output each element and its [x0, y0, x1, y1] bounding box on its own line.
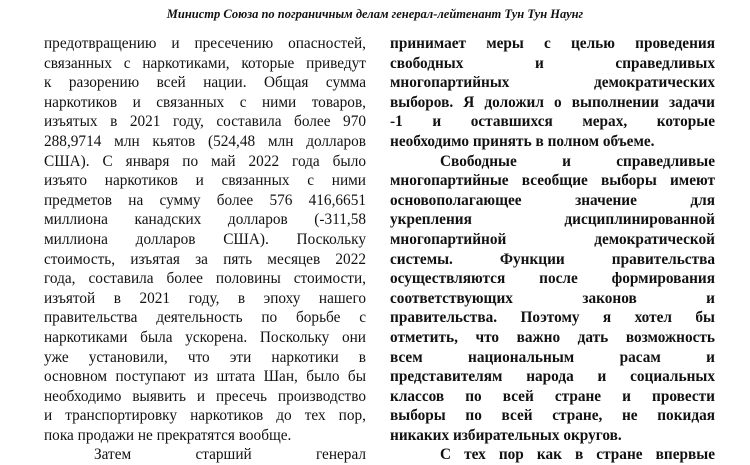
text-line: правительства деятельность по борьбе с: [44, 309, 366, 327]
text-line: свободных и справедливых: [390, 54, 715, 72]
text-line: отметить, что важно дать возможность: [390, 328, 715, 346]
text-line: предотвращению и пресечению опасностей,: [44, 35, 366, 52]
text-line: необходимо принять в полном объеме.: [390, 132, 655, 150]
text-line: основном поступают из штата Шан, было бы: [44, 368, 366, 386]
text-line: 288,9714 млн кьятов (524,48 млн долларов: [44, 132, 366, 150]
text-line: всем национальным расам и: [390, 348, 715, 366]
text-line: уже установили, что эти наркотики в: [44, 348, 366, 366]
text-line: правительства. Поэтому я хотел бы: [390, 309, 715, 327]
text-line: выборов. Я доложил о выполнении задачи: [390, 93, 715, 111]
text-line: многопартийной демократической: [390, 230, 715, 248]
text-line: к разорению всей нации. Общая сумма: [44, 74, 366, 92]
text-line: необходимо выявить и пресечь производство: [44, 387, 366, 405]
text-line: и транспортировку наркотиков до тех пор,: [44, 407, 366, 425]
text-line: принимает меры с целью проведения: [390, 35, 715, 52]
text-line: связанных с наркотиками, которые приведут: [44, 54, 366, 72]
text-line: года, составила более половины стоимости,: [44, 270, 366, 288]
text-line: США). С января по май 2022 года было: [44, 152, 366, 170]
text-line: системы. Функции правительства: [390, 250, 715, 268]
text-line: -1 и оставшихся мерах, которые: [390, 113, 715, 131]
text-line: миллиона долларов США). Поскольку: [44, 230, 366, 248]
text-line: пока продажи не прекратятся вообще.: [44, 426, 292, 444]
text-line: предметов на сумму более 576 416,6651: [44, 191, 366, 209]
text-line: многопартийные всеобщие выборы имеют: [390, 172, 715, 190]
text-line: основополагающее значение для: [390, 191, 715, 209]
page-header: Министр Союза по пограничным делам генерал-лейтенант Тун Тун Наунг: [166, 7, 584, 21]
text-line: соответствующих законов и: [390, 289, 715, 307]
text-line: изъятых в 2021 году, составила более 970: [44, 113, 366, 131]
text-line: никаких избирательных округов.: [390, 426, 622, 444]
text-line: укрепления дисциплинированной: [390, 211, 715, 229]
text-line: многопартийных демократических: [390, 74, 715, 92]
left-text-column: [44, 34, 366, 465]
text-line: наркотиков и связанных с ними товаров,: [44, 93, 366, 111]
text-line: изъятой в 2021 году, в эпоху нашего: [44, 289, 366, 307]
text-line: представителям народа и социальных: [390, 368, 715, 386]
text-line: классов по всей стране и провести: [390, 387, 715, 405]
text-line: осуществляются после формирования: [390, 270, 715, 288]
text-line: миллиона канадских долларов (-311,58: [44, 211, 366, 229]
right-text-column: [390, 34, 715, 465]
text-line: выборы по всей стране, не покидая: [390, 407, 715, 425]
text-line: Свободные и справедливые: [440, 152, 715, 170]
text-line: изъято наркотиков и связанных с ними: [44, 172, 366, 190]
text-line: стоимость, изъятая за пять месяцев 2022: [44, 250, 366, 268]
text-line: Затем старший генерал: [94, 446, 366, 464]
text-line: С тех пор как в стране впервые: [440, 446, 715, 464]
text-line: наркотиками была ускорена. Поскольку они: [44, 328, 366, 346]
